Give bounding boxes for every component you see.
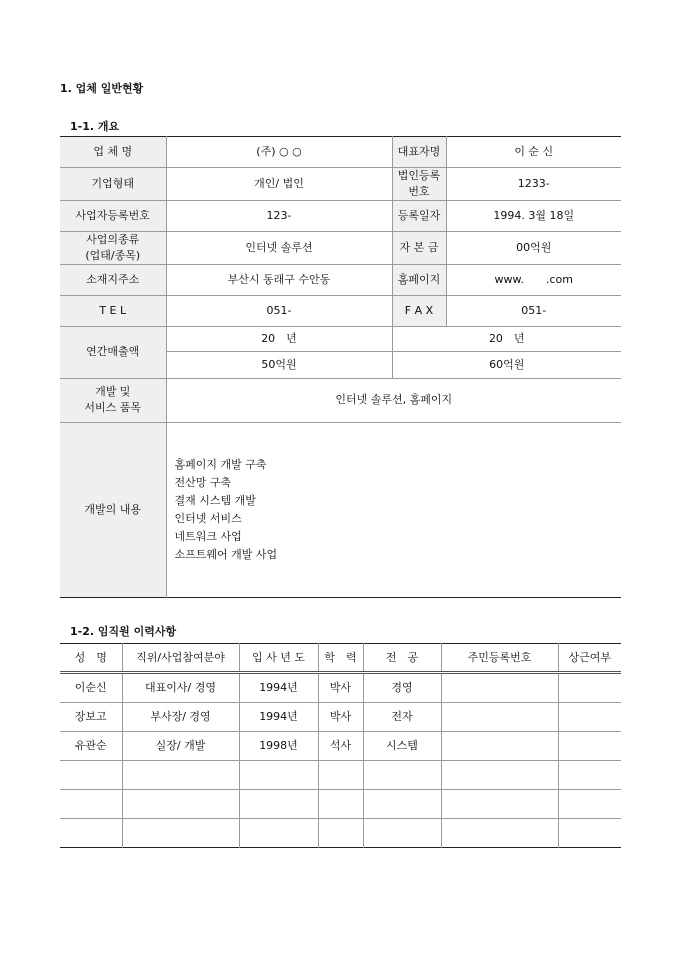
- table-row: [60, 673, 621, 703]
- homepage-label: 홈페이지: [392, 264, 446, 295]
- table-row: [60, 732, 621, 761]
- staff-join-year: [239, 790, 318, 819]
- staff-join-year: 1994년: [239, 673, 318, 703]
- staff-position: 부사장/ 경영: [122, 703, 239, 732]
- company-type-label: 기업형태: [60, 168, 166, 201]
- products-label-line2: 서비스 품목: [84, 401, 142, 415]
- staff-education: 박사: [318, 703, 363, 732]
- biz-type-label-line1: 사업의종류: [86, 232, 140, 246]
- staff-join-year: [239, 819, 318, 848]
- dev-content-item: 네트워크 사업: [174, 529, 242, 543]
- staff-major: 시스템: [363, 732, 441, 761]
- staff-major: [363, 790, 441, 819]
- staff-position: [122, 790, 239, 819]
- company-name-label: 업 체 명: [60, 137, 166, 168]
- address-label: 소재지주소: [60, 264, 166, 295]
- staff-resident-id: [441, 761, 558, 790]
- biz-type-label: [60, 231, 166, 264]
- staff-name: [60, 790, 122, 819]
- staff-join-year: 1998년: [239, 732, 318, 761]
- staff-education: [318, 761, 363, 790]
- dev-content-list: [166, 422, 621, 597]
- staff-fulltime: [558, 761, 621, 790]
- corp-reg-label: 법인등록번호: [392, 168, 446, 201]
- tel-label: T E L: [60, 295, 166, 326]
- staff-header-row: [60, 644, 621, 673]
- staff-major: [363, 819, 441, 848]
- header-fulltime: 상근여부: [558, 644, 621, 673]
- staff-name: [60, 819, 122, 848]
- staff-position: 대표이사/ 경영: [122, 673, 239, 703]
- staff-position: [122, 819, 239, 848]
- sales-year-2: 20 년: [392, 326, 621, 351]
- header-major: 전 공: [363, 644, 441, 673]
- company-type-value: 개인/ 법인: [166, 168, 392, 201]
- dev-content-item: 인터넷 서비스: [174, 511, 242, 525]
- sales-amount-2: 60억원: [392, 351, 621, 378]
- table-row: [60, 761, 621, 790]
- company-name-value: (주) ○ ○: [166, 137, 392, 168]
- tel-value: 051-: [166, 295, 392, 326]
- staff-name: 유관순: [60, 732, 122, 761]
- staff-major: [363, 761, 441, 790]
- staff-history-table: [60, 643, 621, 848]
- ceo-label: 대표자명: [392, 137, 446, 168]
- products-label: [60, 378, 166, 422]
- staff-name: 이순신: [60, 673, 122, 703]
- staff-join-year: [239, 761, 318, 790]
- section-1-1-title: 1-1. 개요: [70, 120, 120, 133]
- staff-education: 석사: [318, 732, 363, 761]
- dev-content-item: 결재 시스템 개발: [174, 493, 256, 507]
- biz-reg-label: 사업자등록번호: [60, 200, 166, 231]
- table-row: [60, 819, 621, 848]
- staff-position: 실장/ 개발: [122, 732, 239, 761]
- corp-reg-value: 1233-: [446, 168, 621, 201]
- products-value: 인터넷 솔루션, 홈페이지: [166, 378, 621, 422]
- staff-major: 전자: [363, 703, 441, 732]
- biz-type-label-line2: (업태/종목): [85, 248, 141, 262]
- dev-content-item: 전산망 구축: [174, 475, 232, 489]
- capital-label: 자 본 금: [392, 231, 446, 264]
- dev-content-label: 개발의 내용: [60, 422, 166, 597]
- dev-content-item: 소프트웨어 개발 사업: [174, 547, 278, 561]
- staff-fulltime: [558, 703, 621, 732]
- header-education: 학 력: [318, 644, 363, 673]
- staff-position: [122, 761, 239, 790]
- table-row: [60, 790, 621, 819]
- header-position: 직위/사업참여분야: [122, 644, 239, 673]
- sales-label: 연간매출액: [60, 326, 166, 378]
- staff-join-year: 1994년: [239, 703, 318, 732]
- staff-fulltime: [558, 673, 621, 703]
- staff-fulltime: [558, 732, 621, 761]
- header-resident-id: 주민등록번호: [441, 644, 558, 673]
- biz-reg-value: 123-: [166, 200, 392, 231]
- products-label-line1: 개발 및: [95, 385, 131, 399]
- biz-type-value: 인터넷 솔루션: [166, 231, 392, 264]
- header-join-year: 입 사 년 도: [239, 644, 318, 673]
- staff-resident-id: [441, 673, 558, 703]
- staff-resident-id: [441, 790, 558, 819]
- staff-education: [318, 790, 363, 819]
- fax-label: F A X: [392, 295, 446, 326]
- table-row: [60, 703, 621, 732]
- address-value: 부산시 동래구 수안동: [166, 264, 392, 295]
- homepage-value: www. .com: [446, 264, 621, 295]
- staff-name: [60, 761, 122, 790]
- sales-year-1: 20 년: [166, 326, 392, 351]
- staff-fulltime: [558, 790, 621, 819]
- staff-major: 경영: [363, 673, 441, 703]
- section-1-2-title: 1-2. 임직원 이력사항: [70, 625, 177, 638]
- header-name: 성 명: [60, 644, 122, 673]
- staff-education: [318, 819, 363, 848]
- staff-resident-id: [441, 703, 558, 732]
- staff-fulltime: [558, 819, 621, 848]
- staff-resident-id: [441, 732, 558, 761]
- section-1-title: 1. 업체 일반현황: [60, 82, 144, 95]
- staff-name: 장보고: [60, 703, 122, 732]
- fax-value: 051-: [446, 295, 621, 326]
- staff-resident-id: [441, 819, 558, 848]
- company-overview-table: [60, 136, 621, 598]
- capital-value: 00억원: [446, 231, 621, 264]
- ceo-value: 이 순 신: [446, 137, 621, 168]
- reg-date-label: 등록일자: [392, 200, 446, 231]
- reg-date-value: 1994. 3월 18일: [446, 200, 621, 231]
- sales-amount-1: 50억원: [166, 351, 392, 378]
- staff-education: 박사: [318, 673, 363, 703]
- dev-content-item: 홈페이지 개발 구축: [174, 457, 267, 471]
